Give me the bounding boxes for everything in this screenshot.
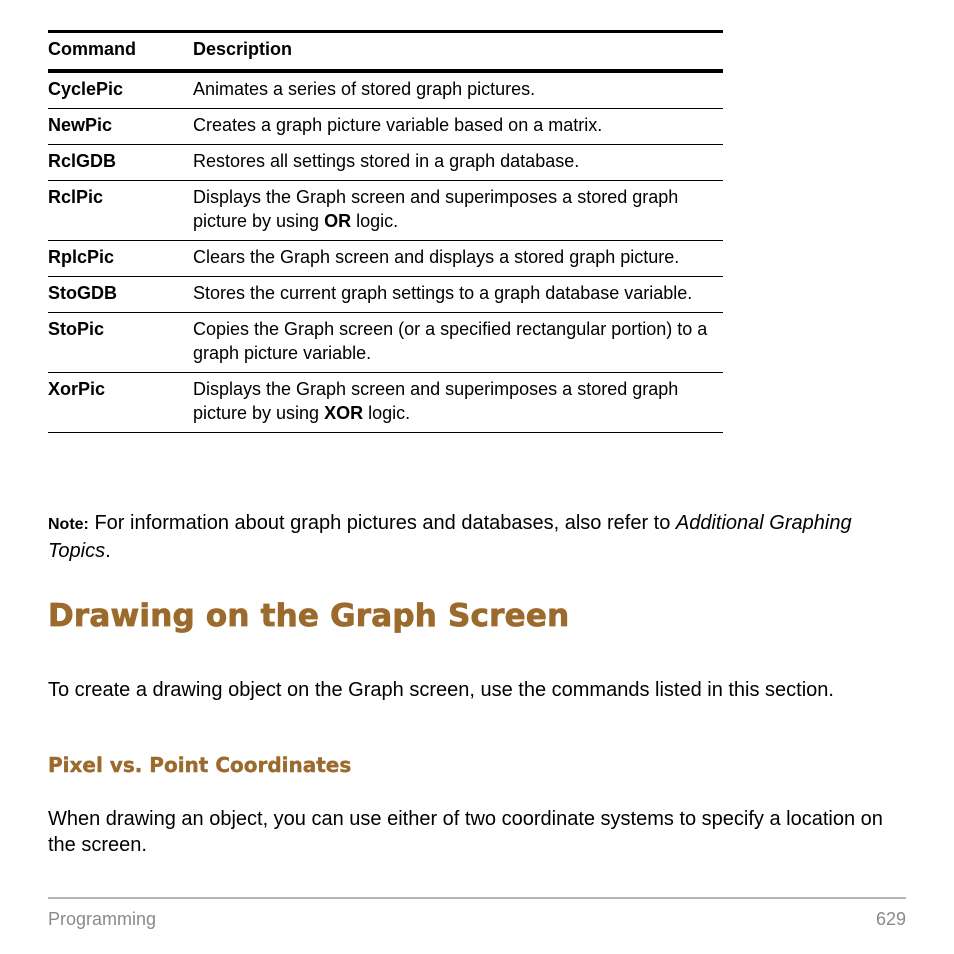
command-name: StoGDB	[48, 277, 193, 313]
note-end: .	[105, 540, 111, 562]
command-name: StoPic	[48, 313, 193, 373]
table-row	[48, 313, 723, 373]
command-name: RclGDB	[48, 145, 193, 181]
table-row	[48, 241, 723, 277]
note-reference: Additional Graphing Topics	[48, 512, 852, 562]
note-paragraph	[48, 510, 898, 564]
table-row	[48, 181, 723, 241]
command-name: RplcPic	[48, 241, 193, 277]
command-description: Animates a series of stored graph pictures.	[193, 71, 723, 109]
command-description: Restores all settings stored in a graph database.	[193, 145, 723, 181]
command-description: Displays the Graph screen and superimposes a stored graph picture by using OR logic.	[193, 181, 723, 241]
command-name: XorPic	[48, 373, 193, 433]
table-row	[48, 277, 723, 313]
command-description: Stores the current graph settings to a graph database variable.	[193, 277, 723, 313]
subsection-body: When drawing an object, you can use either of two coordinate systems to specify a location on the screen.	[48, 808, 883, 856]
column-header-command: Command	[48, 32, 193, 72]
command-description: Displays the Graph screen and superimposes a stored graph picture by using XOR logic.	[193, 373, 723, 433]
commands-table	[48, 30, 723, 433]
command-description: Creates a graph picture variable based on a matrix.	[193, 109, 723, 145]
command-description: Copies the Graph screen (or a specified rectangular portion) to a graph picture variable.	[193, 313, 723, 373]
footer-page-number: 629	[875, 909, 906, 929]
command-description: Clears the Graph screen and displays a stored graph picture.	[193, 241, 723, 277]
command-name: RclPic	[48, 181, 193, 241]
table-row	[48, 373, 723, 433]
note-label: Note:	[48, 516, 89, 533]
note-text: For information about graph pictures and databases, also refer to	[88, 512, 676, 534]
command-name: NewPic	[48, 109, 193, 145]
table-row	[48, 71, 723, 109]
footer-chapter: Programming	[48, 909, 157, 929]
section-heading: Drawing on the Graph Screen	[48, 598, 570, 634]
table-row	[48, 145, 723, 181]
command-name: CyclePic	[48, 71, 193, 109]
column-header-description: Description	[193, 32, 723, 72]
table-header-row	[48, 32, 723, 72]
section-intro: To create a drawing object on the Graph screen, use the commands listed in this section.	[48, 679, 834, 701]
table-row	[48, 109, 723, 145]
footer-divider	[48, 897, 906, 899]
subsection-heading: Pixel vs. Point Coordinates	[48, 753, 352, 777]
